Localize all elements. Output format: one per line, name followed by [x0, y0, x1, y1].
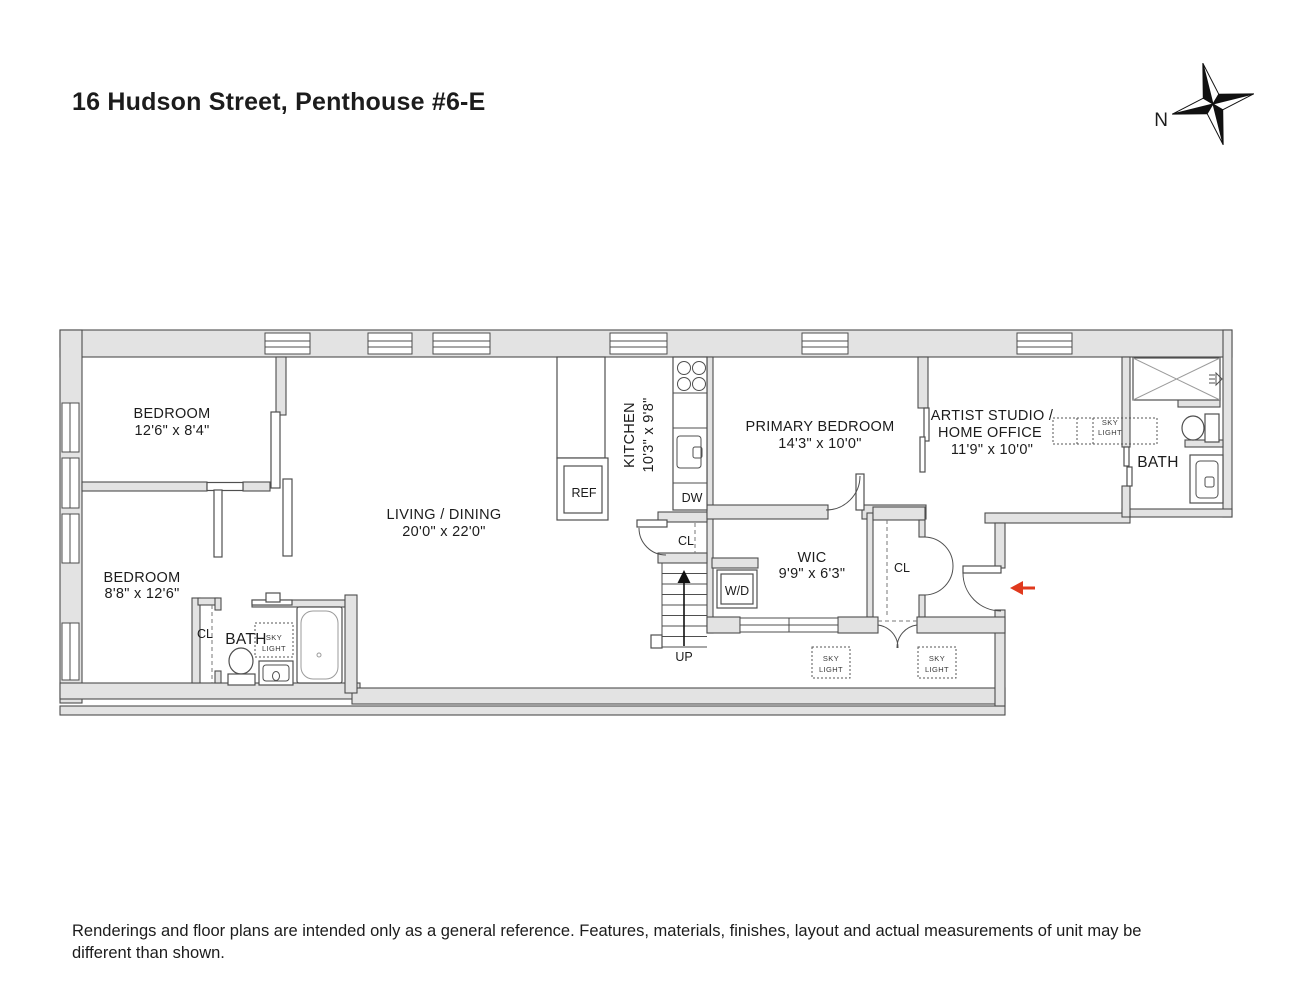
door-icon	[207, 483, 243, 558]
entry-door-icon	[963, 566, 1001, 611]
skylight-label: LIGHT	[818, 665, 844, 674]
dw-label: DW	[681, 491, 703, 505]
closet-label: CL	[894, 561, 910, 575]
bath-left-label: BATH	[225, 631, 267, 648]
living-dining-label: LIVING / DINING	[386, 507, 502, 523]
skylight-label: SKY	[1101, 418, 1119, 427]
window-icon	[62, 458, 79, 508]
disclaimer	[72, 922, 1141, 962]
window-icon	[610, 333, 667, 354]
kitchen-cabinet	[557, 357, 605, 458]
sink-icon	[259, 661, 293, 685]
skylight-icon	[1053, 418, 1157, 444]
tub-filler-icon	[252, 593, 292, 605]
primary-bedroom-label: PRIMARY BEDROOM	[745, 419, 895, 435]
skylight-label: LIGHT	[1097, 428, 1123, 437]
stair-newel	[651, 635, 662, 648]
bath-right-label: BATH	[1137, 454, 1179, 471]
window-icon	[433, 333, 490, 354]
studio-label-line1: ARTIST STUDIO /	[930, 408, 1054, 424]
skylight-label: LIGHT	[924, 665, 950, 674]
window-icon	[368, 333, 412, 354]
disclaimer-line1: Renderings and floor plans are intended only as a general reference. Features, materials, finishes, layout and actual measurements of unit may be	[72, 922, 1142, 940]
door-arc-icon	[826, 474, 864, 510]
compass-icon	[1154, 53, 1264, 155]
french-door-icon	[878, 621, 917, 648]
studio-dims: 11'9" x 10'0"	[950, 442, 1034, 458]
washer-dryer-label: W/D	[724, 584, 750, 598]
skylight-label: SKY	[265, 633, 283, 642]
window-icon	[62, 623, 79, 680]
kitchen-label: KITCHEN	[622, 402, 638, 468]
up-label: UP	[675, 650, 693, 664]
toilet-icon	[228, 648, 255, 685]
living-dining-dims: 20'0" x 22'0"	[402, 524, 486, 540]
kitchen-counter	[673, 357, 707, 510]
skylight-icon	[918, 647, 956, 678]
wic-dims: 9'9" x 6'3"	[778, 566, 846, 582]
sliding-door-icon	[920, 408, 929, 472]
sliding-door-icon	[1124, 447, 1132, 486]
stairs	[651, 563, 707, 648]
disclaimer-line2: different than shown.	[72, 944, 225, 962]
door-arc-icon	[637, 520, 667, 555]
skylight-icon	[812, 647, 850, 678]
studio-label-line2: HOME OFFICE	[938, 425, 1042, 441]
bath-right-fixtures	[1133, 358, 1223, 503]
kitchen-dims: 10'3" x 9'8"	[641, 397, 657, 473]
closet-label: CL	[678, 534, 694, 548]
window-icon	[62, 403, 79, 452]
closet-label: CL	[197, 627, 213, 641]
ref-label: REF	[571, 486, 597, 500]
wic-label: WIC	[797, 550, 827, 566]
window-icon	[62, 514, 79, 563]
bedroom2-dims: 8'8" x 12'6"	[104, 586, 180, 602]
interior-window-icon	[740, 618, 838, 632]
primary-bedroom-dims: 14'3" x 10'0"	[778, 436, 862, 452]
bedroom2-label: BEDROOM	[103, 570, 181, 586]
bathtub-icon	[297, 607, 342, 683]
up-arrow-icon	[678, 570, 691, 646]
skylight-label: LIGHT	[261, 644, 287, 653]
window-icon	[1017, 333, 1072, 354]
skylight-label: SKY	[928, 654, 946, 663]
toilet-icon	[1182, 414, 1219, 442]
bedroom1-label: BEDROOM	[133, 406, 211, 422]
sink-icon	[1190, 455, 1223, 503]
window-icon	[265, 333, 310, 354]
page-title: 16 Hudson Street, Penthouse #6-E	[72, 88, 486, 116]
sliding-door-icon	[271, 412, 292, 556]
window-icon	[802, 333, 848, 354]
entry-arrow-icon	[1010, 581, 1035, 595]
bedroom1-dims: 12'6" x 8'4"	[134, 423, 210, 439]
skylight-label: SKY	[822, 654, 840, 663]
shower-icon	[1133, 358, 1222, 400]
compass-north-label: N	[1154, 110, 1168, 131]
